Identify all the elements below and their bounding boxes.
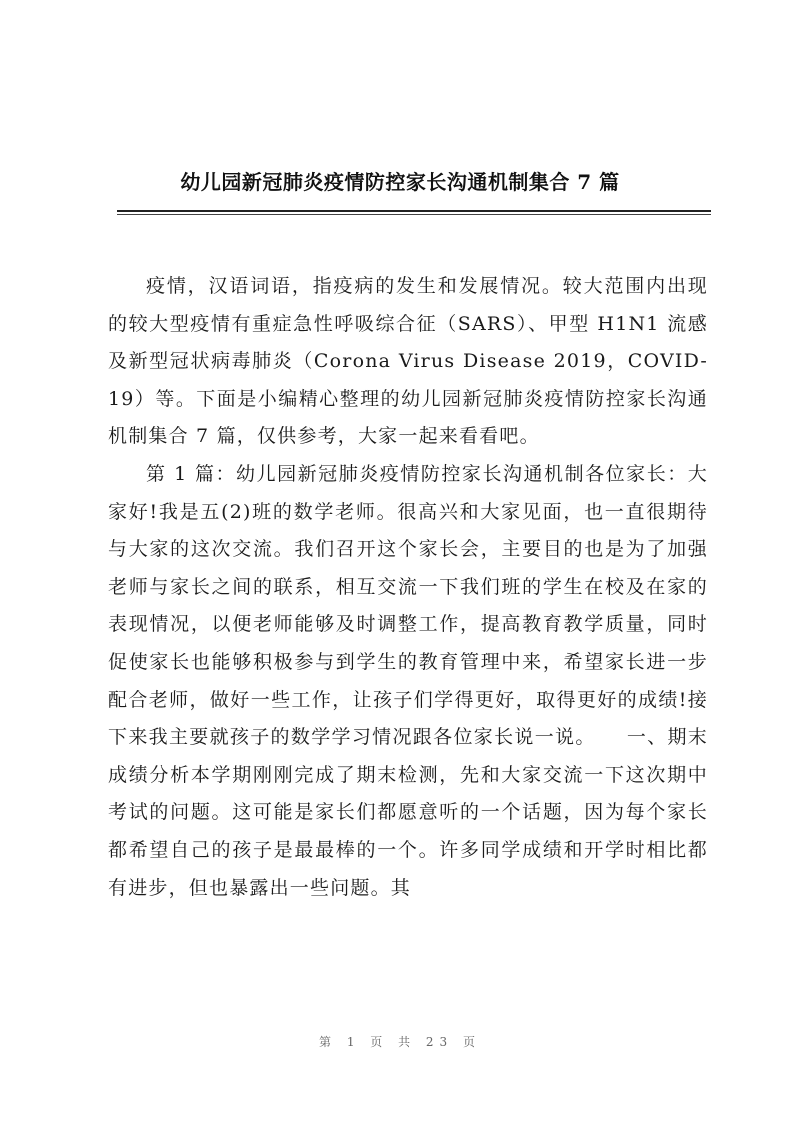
document-title: 幼儿园新冠肺炎疫情防控家长沟通机制集合 7 篇 xyxy=(180,170,620,194)
document-body xyxy=(108,268,708,907)
intro-paragraph: 疫情，汉语词语，指疫病的发生和发展情况。较大范围内出现的较大型疫情有重症急性呼吸综合征（SARS）、甲型 H1N1 流感及新型冠状病毒肺炎（Corona Virus Disease 2019，COVID-19）等。下面是小编精心整理的幼儿园新冠肺炎疫情防控家长沟通机制集合 7 篇，仅供参考，大家一起来看看吧。 xyxy=(108,275,708,448)
page-number-footer: 第 1 页 共 23 页 xyxy=(319,1035,481,1049)
title-underline-thin xyxy=(117,214,711,215)
section-1-paragraph: 第 1 篇：幼儿园新冠肺炎疫情防控家长沟通机制各位家长：大家好!我是五(2)班的数学老师。很高兴和大家见面，也一直很期待与大家的这次交流。我们召开这个家长会，主要目的也是为了加强老师与家长之间的联系，相互交流一下我们班的学生在校及在家的表现情况，以便老师能够及时调整工作，提高教育教学质量，同时促使家长也能够积极参与到学生的教育管理中来，希望家长进一步配合老师，做好一些工作，让孩子们学得更好，取得更好的成绩!接下来我主要就孩子的数学学习情况跟各位家长说一说。 一、期末成绩分析本学期刚刚完成了期末检测，先和大家交流一下这次期中考试的问题。这可能是家长们都愿意听的一个话题，因为每个家长都希望自己的孩子是最最棒的一个。许多同学成绩和开学时相比都有进步，但也暴露出一些问题。其 xyxy=(108,462,708,899)
title-underline xyxy=(117,210,711,212)
